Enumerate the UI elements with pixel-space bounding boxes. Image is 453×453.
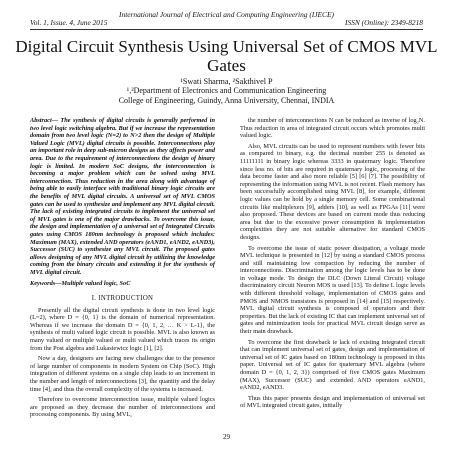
right-column	[240, 117, 425, 413]
authors: ¹Swati Sharma, ²Sakthivel P	[180, 77, 273, 86]
paper-title: Digital Circuit Synthesis Using Universal Set of CMOS MVL Gates	[15, 37, 438, 75]
paragraph: To overcome the issue of static power dissipation, a voltage mode MVL technique is presented in [12] by using a standard CMOS process and still maintaining low compaction by reducing the number of interconnections. Discrimination among the logic levels has to be done in voltage mode. To design the DLC (Down Literal Circuit) voltage discriminatory circuit Neuron MOS is used [13]. To define L logic levels with different threshold voltage, implementation of CMOS gates and PMOS and NMOS transistors is proposed in [14] and [15] respectively. MVL digital circuit synthesis is composed of operators and their properties. But the lack of existing IC that can implement universal set of gates and minimization tools for practical MVL circuit design serve as their main drawback.	[240, 244, 425, 336]
paragraph: Therefore to overcome interconnection issue, multiple valued logics are proposed as they decrease the number of interconnections and processing components. By using MVL,	[30, 396, 215, 419]
affiliation-department: ¹,²Department of Electronics and Communication Engineering	[126, 86, 327, 95]
abstract: Abstract— The synthesis of digital circuits is generally performed in two level logic switching algebra. But if we increase the representation domain from two level logic (N=2) to N>2 then the design of Multiple Valued Logic (MVL) digital circuits is possible. Interconnections play an important role in deep sub-micron designs as they affects power and area. Due to the requirement of interconnections the design of binary logic is limited. In modern SoC designs, the interconnection is becoming a major problem which can be solved using MVL interconnection. Thus reduction in the area along with advantage of being able to easily interface with traditional binary logic circuits are the benefits of MVL digital circuits. A universal set of MVL CMOS gates can be used to synthesize and implement any MVL digital circuit. The lack of existing integrated circuits to implement the universal set of MVL gates is one of the major drawbacks. To overcome this issue, the design and implementation of a universal set of Integrated Circuits gates using CMOS 180nm technology is proposed which includes: Maximum (MAX), extended AND operators (eAND1, eAND2, eAND3), Successor (SUC) to synthesize any MVL circuit. The proposed gates allows designing of any MVL digital circuit by utilizing the knowledge coming from the binary circuits and extending it for the synthesis of MVL digital circuit.	[30, 117, 215, 276]
paragraph: Presently all the digital circuit synthesis is done in two level logic (L=2), where D = {0, 1} is the domain of numerical representation. Whereas if we increase the domain D = {0, 1, 2, … K > L-1}, the synthesis of multi valued logic circuit is possible. MVL is also known as many valued or multiple valued or multi valued which traces its origin from the Post algebra and Lukasiewicz logic [1], [2].	[30, 306, 215, 352]
affiliation-college: College of Engineering, Guindy, Anna University, Chennai, INDIA	[118, 95, 335, 105]
left-column	[30, 117, 215, 422]
journal-name: International Journal of Electrical and Computing Engineering (IJECE)	[119, 10, 334, 19]
paragraph: Thus this paper presents design and implementation of universal set of MVL integrated circuit gates, initially	[240, 394, 425, 410]
keywords: Keywords—Multiple valued logic, SoC	[30, 280, 131, 288]
section-heading-introduction: I. INTRODUCTION	[91, 295, 154, 303]
page-number: 29	[223, 433, 230, 441]
paragraph: the number of interconnections N can be reduced as inverse of log₂N. Thus reduction in area of integrated circuit occurs which promotes multi valued logic.	[240, 117, 425, 140]
header-rule	[30, 29, 423, 30]
paragraph: To overcome the first drawback ie lack of existing integrated circuit that can implement universal set of gates, design and implementation of universal set of IC gates based on 180nm technology is proposed in this paper. Universal set of IC gates for quaternary MVL algebra (where domain D = {0, 1, 2, 3}) comprised of five CMOS gates Maximum (MAX), Successor (SUC) and extended AND operators eAND1, eAND2, eAND3.	[240, 338, 425, 392]
volume-issue: Vol. 1, Issue. 4, June 2015	[30, 18, 108, 27]
paragraph: Also, MVL circuits can be used to represent numbers with fewer bits as compared to binary, e.g. the decimal number 255 is denoted as 11111111 in binary logic whereas 3333 in quaternary logic. Therefore since less no. of bits are required in quaternary logic, processing of the data become faster and also more reliable [5] [6] [7]. The possibility of representing the information using MVL is not recent. Flash memory has been successfully accomplished using MVL [8], for example, different logic values can be hold by a single memory cell. Some combinational circuits like multiplexers [9], adders [10], as well as FPGAs [11] were also proposed. These devices are based on current mode thus reducing area but due to the excessive power consumption & implementation complexities they are not suitable alternative for standard CMOS designs.	[240, 142, 425, 241]
affiliation	[0, 86, 453, 106]
paragraph: Now a day, designers are facing new challenges due to the presence of large number of components in modern System on Chip (SoC). High integration of different systems on a single chip leads to an increment in the number and length of interconnections [3], the quantity and the delay time [4], and thus the overall complexity of the systems is increased.	[30, 355, 215, 393]
issn: ISSN (Online): 2349-8218	[345, 18, 423, 27]
